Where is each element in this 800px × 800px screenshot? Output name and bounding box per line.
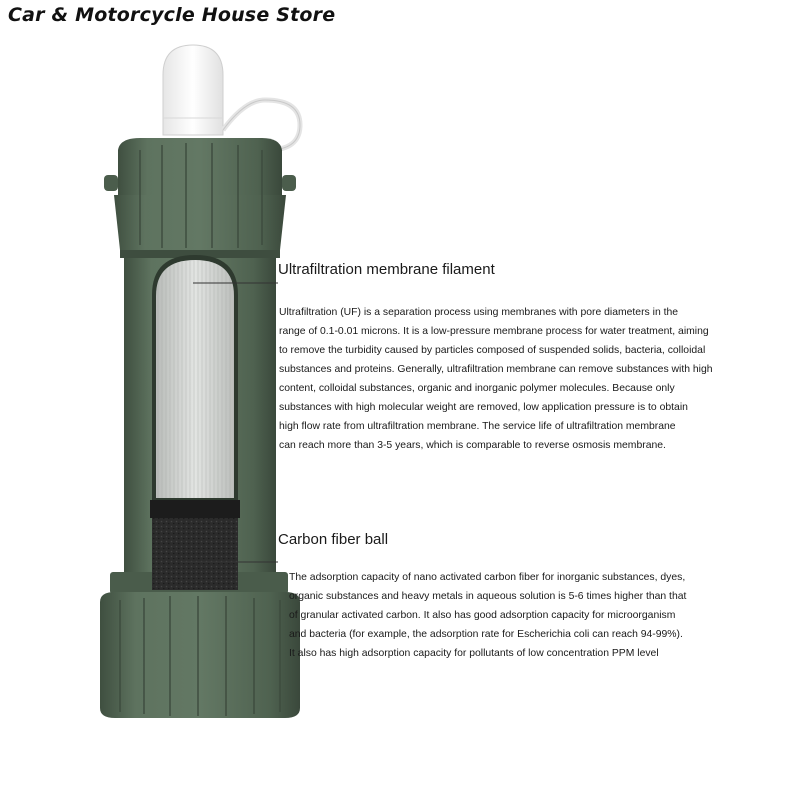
carbon-line: of granular activated carbon. It also has good adsorption capacity for microorganism [289, 610, 676, 621]
filament-line: can reach more than 3-5 years, which is comparable to reverse osmosis membrane. [279, 440, 666, 451]
filament-heading: Ultrafiltration membrane filament [278, 261, 495, 278]
bottom-cap [100, 592, 300, 718]
carbon-description [289, 568, 686, 663]
filament-line: substances with high molecular weight are removed, low application pressure is to obtain [279, 402, 688, 413]
carbon-line: The adsorption capacity of nano activated carbon fiber for inorganic substances, dyes, [289, 572, 686, 583]
filament-line: high flow rate from ultrafiltration membrane. The service life of ultrafiltration membrane [279, 421, 676, 432]
filament-line: substances and proteins. Generally, ultrafiltration membrane can remove substances with high [279, 364, 713, 375]
carbon-line: It also has high adsorption capacity for pollutants of low concentration PPM level [289, 648, 659, 659]
membrane-filament [156, 260, 234, 498]
carbon-heading: Carbon fiber ball [278, 531, 389, 548]
carbon-line: organic substances and heavy metals in aqueous solution is 5-6 times higher than that [289, 591, 687, 602]
filament-description [279, 303, 713, 455]
filament-line: range of 0.1-0.01 microns. It is a low-pressure membrane process for water treatment, aiming [279, 326, 709, 337]
mouthpiece-cap [163, 45, 300, 150]
carbon-line: and bacteria (for example, the adsorption rate for Escherichia coli can reach 94-99%). [289, 629, 683, 640]
filament-line: Ultrafiltration (UF) is a separation process using membranes with pore diameters in the [279, 307, 679, 318]
store-title: Car & Motorcycle House Store [8, 4, 336, 26]
carbon-fiber-ball [150, 500, 240, 590]
filament-line: content, colloidal substances, organic and inorganic polymer molecules. Because only [279, 383, 675, 394]
top-cap [104, 138, 296, 258]
filament-line: to remove the turbidity caused by particles composed of suspended solids, bacteria, colloidal [279, 345, 706, 356]
